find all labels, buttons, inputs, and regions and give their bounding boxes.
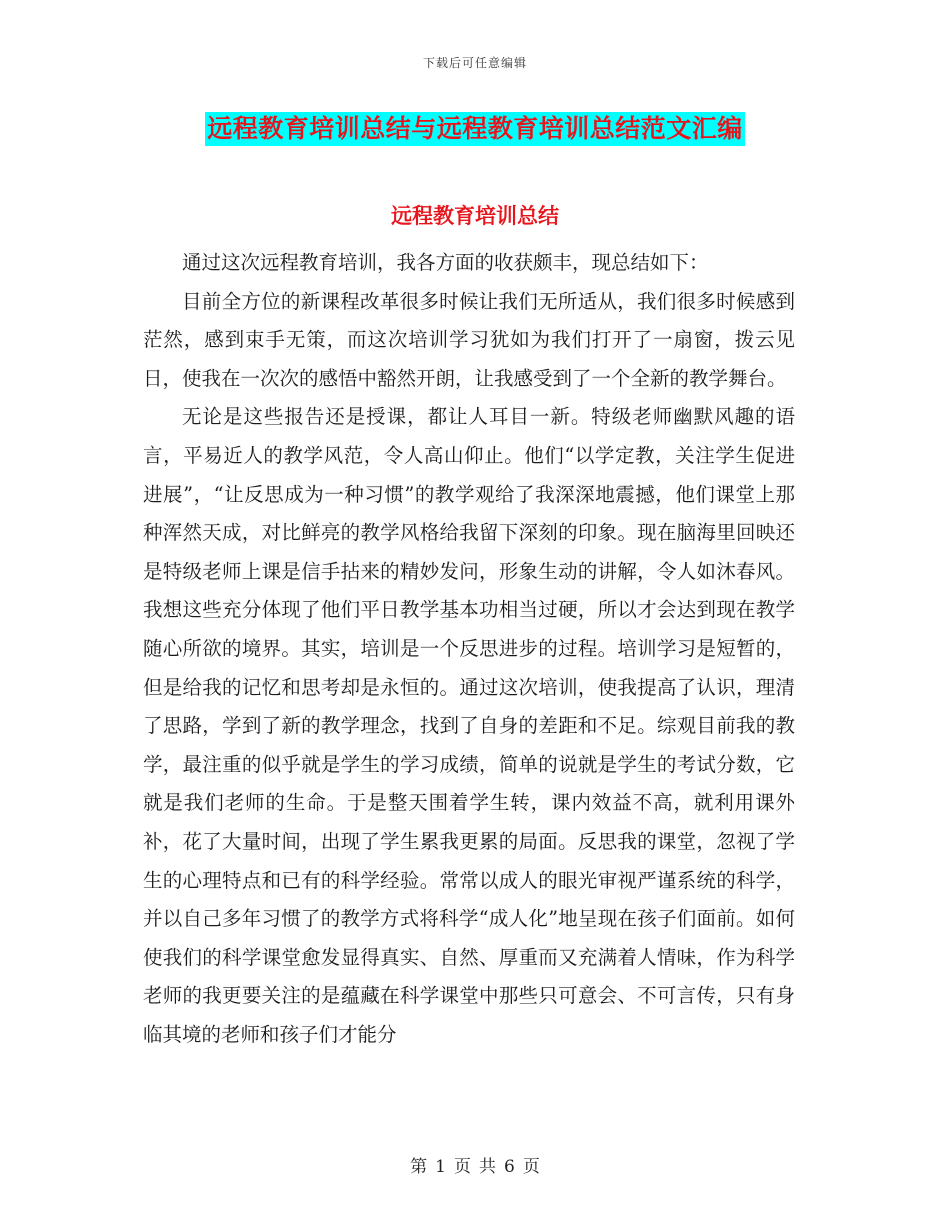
page-header-note: 下载后可任意编辑 [422, 56, 527, 70]
current-page-number: 1 [435, 1157, 446, 1177]
total-page-count: 6 [504, 1157, 515, 1177]
footer-suffix: 页 [522, 1157, 540, 1177]
footer-prefix: 第 [410, 1157, 428, 1177]
footer-total-prefix: 共 [479, 1157, 496, 1177]
main-title-container [0, 112, 950, 146]
paragraph: 通过这次远程教育培训，我各方面的收获颇丰，现总结如下： [182, 251, 709, 274]
paragraph: 目前全方位的新课程改革很多时候让我们无所适从，我们很多时候感到茫然，感到束手无策，而这次培训学习犹如为我们打开了一扇窗，拨云见日，使我在一次次的感悟中豁然开朗，让我感受到了一个全新的教学舞台。 [143, 289, 795, 390]
section-title: 远程教育培训总结 [391, 204, 559, 228]
page-footer [0, 1152, 950, 1177]
document-body [143, 244, 795, 1054]
paragraph: 无论是这些报告还是授课，都让人耳目一新。特级老师幽默风趣的语言，平易近人的教学风范，令人高山仰止。他们“以学定教，关注学生促进进展”，“让反思成为一种习惯”的教学观给了我深深地震撼，他们课堂上那种浑然天成，对比鲜亮的教学风格给我留下深刻的印象。现在脑海里回映还是特级老师上课是信手拈来的精妙发问，形象生动的讲解，令人如沐春风。我想这些充分体现了他们平日教学基本功相当过硬，所以才会达到现在教学随心所欲的境界。其实，培训是一个反思进步的过程。培训学习是短暂的，但是给我的记忆和思考却是永恒的。通过这次培训，使我提高了认识，理清了思路，学到了新的教学理念，找到了自身的差距和不足。综观目前我的教学，最注重的似乎就是学生的学习成绩，简单的说就是学生的考试分数，它就是我们老师的生命。于是整天围着学生转，课内效益不高，就利用课外补，花了大量时间，出现了学生累我更累的局面。反思我的课堂，忽视了学生的心理特点和已有的科学经验。常常以成人的眼光审视严谨系统的科学，并以自己多年习惯了的教学方式将科学“成人化”地呈现在孩子们面前。如何使我们的科学课堂愈发显得真实、自然、厚重而又充满着人情味，作为科学老师的我更要关注的是蕴藏在科学课堂中那些只可意会、不可言传，只有身临其境的老师和孩子们才能分 [143, 405, 795, 1046]
document-title: 远程教育培训总结与远程教育培训总结范文汇编 [205, 112, 745, 146]
footer-page-word: 页 [454, 1157, 471, 1177]
